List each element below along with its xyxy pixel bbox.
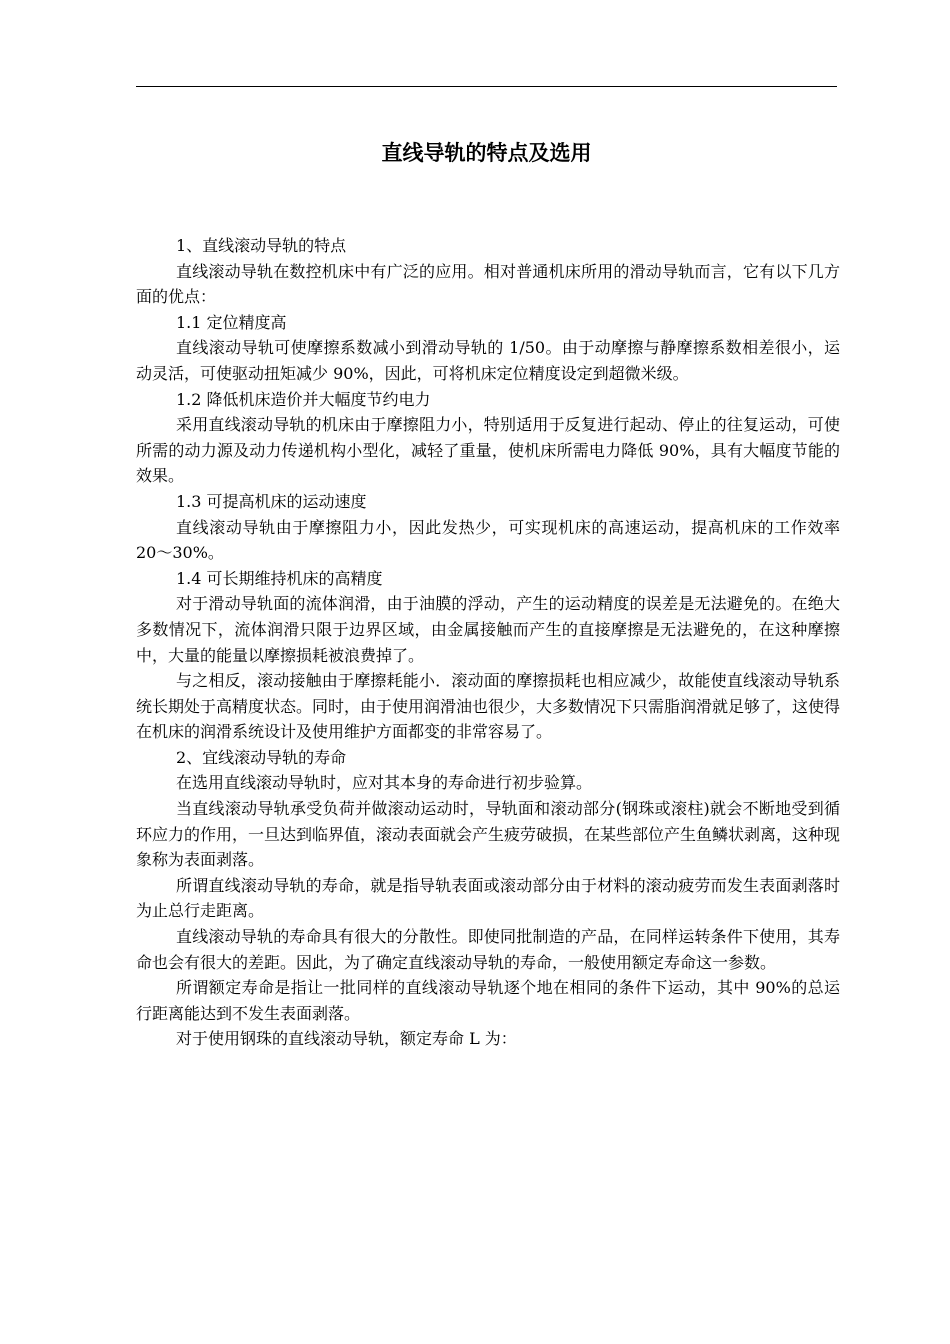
body-paragraph: 直线滚动导轨可使摩擦系数减小到滑动导轨的 1/50。由于动摩擦与静摩擦系数相差很小，运动灵活，可使驱动扭矩减少 90%，因此，可将机床定位精度设定到超微米级。 bbox=[136, 338, 840, 383]
body-paragraph: 在选用直线滚动导轨时，应对其本身的寿命进行初步验算。 bbox=[176, 773, 593, 793]
body-paragraph: 当直线滚动导轨承受负荷并做滚动运动时，导轨面和滚动部分(钢珠或滚柱)就会不断地受到循环应力的作用，一旦达到临界值，滚动表面就会产生疲劳破损，在某些部位产生鱼鳞状剥离，这种现象称为表面剥落。 bbox=[136, 799, 841, 870]
body-paragraph: 采用直线滚动导轨的机床由于摩擦阻力小，特别适用于反复进行起动、停止的往复运动，可使所需的动力源及动力传递机构小型化，减轻了重量，使机床所需电力降低 90%，具有大幅度节能的效果。 bbox=[136, 415, 840, 486]
section-heading: 1.2 降低机床造价并大幅度节约电力 bbox=[176, 389, 431, 409]
body-paragraph: 直线滚动导轨由于摩擦阻力小，因此发热少，可实现机床的高速运动，提高机床的工作效率 20～30%。 bbox=[136, 517, 840, 563]
document-title: 直线导轨的特点及选用 bbox=[381, 141, 592, 165]
header-rule bbox=[136, 86, 837, 87]
document-body bbox=[136, 233, 840, 1052]
body-paragraph: 所谓直线滚动导轨的寿命，就是指导轨表面或滚动部分由于材料的滚动疲劳而发生表面剥落时为止总行走距离。 bbox=[136, 875, 840, 921]
body-paragraph: 所谓额定寿命是指让一批同样的直线滚动导轨逐个地在相同的条件下运动，其中 90%的总运行距离能达到不发生表面剥落。 bbox=[136, 978, 840, 1023]
section-heading: 1.4 可长期维持机床的高精度 bbox=[176, 568, 383, 588]
body-paragraph: 与之相反，滚动接触由于摩擦耗能小．滚动面的摩擦损耗也相应减少，故能使直线滚动导轨系统长期处于高精度状态。同时，由于使用润滑油也很少，大多数情况下只需脂润滑就足够了，这使得在机床的润滑系统设计及使用维护方面都变的非常容易了。 bbox=[136, 671, 841, 742]
section-heading: 2、宜线滚动导轨的寿命 bbox=[176, 747, 347, 767]
body-paragraph: 对于滑动导轨面的流体润滑，由于油膜的浮动，产生的运动精度的误差是无法避免的。在绝大多数情况下，流体润滑只限于边界区域，由金属接触而产生的直接摩擦是无法避免的，在这种摩擦中，大量的能量以摩擦损耗被浪费掉了。 bbox=[136, 594, 840, 665]
section-heading: 1.3 可提高机床的运动速度 bbox=[176, 491, 367, 511]
body-paragraph: 直线滚动导轨的寿命具有很大的分散性。即使同批制造的产品，在同样运转条件下使用，其寿命也会有很大的差距。因此，为了确定直线滚动导轨的寿命，一般使用额定寿命这一参数。 bbox=[136, 927, 840, 972]
body-paragraph: 对于使用钢珠的直线滚动导轨，额定寿命 L 为： bbox=[176, 1029, 517, 1049]
section-heading: 1.1 定位精度高 bbox=[176, 312, 287, 332]
body-paragraph: 直线滚动导轨在数控机床中有广泛的应用。相对普通机床所用的滑动导轨而言，它有以下几方面的优点： bbox=[136, 261, 840, 307]
section-heading: 1、直线滚动导轨的特点 bbox=[176, 236, 347, 255]
